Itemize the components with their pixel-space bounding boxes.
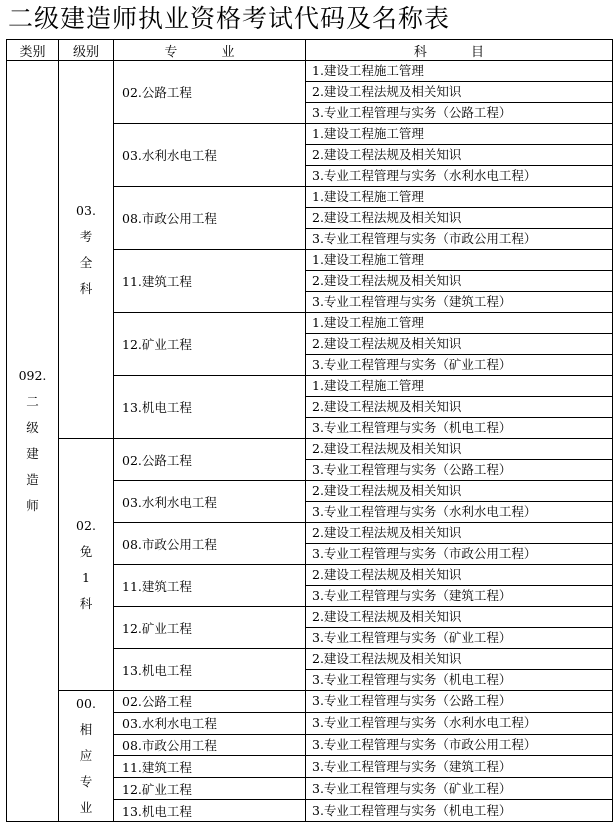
table-row [7,691,613,713]
subject-cell: 2.建设工程法规及相关知识 [306,271,613,292]
level-cell-char: 专 [79,774,93,789]
major-cell: 11.建筑工程 [114,565,306,607]
level-cell-char: 相 [79,722,93,737]
subject-cell: 3.专业工程管理与实务（建筑工程） [306,586,613,607]
subject-cell: 2.建设工程法规及相关知识 [306,397,613,418]
subject-cell: 3.专业工程管理与实务（公路工程） [306,691,613,713]
subject-cell: 3.专业工程管理与实务（机电工程） [306,670,613,691]
subject-cell: 1.建设工程施工管理 [306,250,613,271]
subject-cell: 1.建设工程施工管理 [306,61,613,82]
level-cell-code: 00. [76,696,96,711]
category-cell-char: 二 [26,394,39,409]
major-cell: 11.建筑工程 [114,250,306,313]
level-cell-char: 应 [79,748,93,763]
subject-cell: 2.建设工程法规及相关知识 [306,481,613,502]
major-cell: 12.矿业工程 [114,313,306,376]
major-cell: 13.机电工程 [114,376,306,439]
major-cell: 12.矿业工程 [114,607,306,649]
major-cell: 03.水利水电工程 [114,124,306,187]
subject-cell: 3.专业工程管理与实务（建筑工程） [306,292,613,313]
level-cell [59,439,114,691]
major-cell: 08.市政公用工程 [114,523,306,565]
subject-cell: 3.专业工程管理与实务（水利水电工程） [306,166,613,187]
major-cell: 08.市政公用工程 [114,734,306,756]
category-cell [7,61,59,822]
subject-cell: 3.专业工程管理与实务（矿业工程） [306,628,613,649]
subject-cell: 2.建设工程法规及相关知识 [306,208,613,229]
subject-cell: 3.专业工程管理与实务（公路工程） [306,460,613,481]
subject-cell: 3.专业工程管理与实务（市政公用工程） [306,229,613,250]
subject-cell: 3.专业工程管理与实务（建筑工程） [306,756,613,778]
subject-cell: 1.建设工程施工管理 [306,376,613,397]
category-cell-char: 师 [26,498,39,513]
subject-cell: 2.建设工程法规及相关知识 [306,565,613,586]
subject-cell: 3.专业工程管理与实务（水利水电工程） [306,502,613,523]
level-cell-char: 科 [79,280,93,296]
level-cell-code: 02. [76,517,96,533]
level-cell [59,691,114,822]
subject-cell: 2.建设工程法规及相关知识 [306,523,613,544]
subject-cell: 3.专业工程管理与实务（矿业工程） [306,355,613,376]
table-row [7,61,613,82]
subject-cell: 1.建设工程施工管理 [306,124,613,145]
table-row [7,439,613,460]
level-cell-char: 考 [79,228,93,244]
major-cell: 13.机电工程 [114,649,306,691]
header-row [7,40,613,61]
page-title: 二级建造师执业资格考试代码及名称表 [8,4,451,33]
subject-cell: 1.建设工程施工管理 [306,187,613,208]
category-cell-char: 级 [26,420,39,435]
subject-cell: 2.建设工程法规及相关知识 [306,607,613,628]
header-subject: 科 目 [306,40,613,61]
subject-cell: 3.专业工程管理与实务（市政公用工程） [306,734,613,756]
subject-cell: 1.建设工程施工管理 [306,313,613,334]
subject-cell: 3.专业工程管理与实务（水利水电工程） [306,712,613,734]
major-cell: 03.水利水电工程 [114,481,306,523]
subject-cell: 3.专业工程管理与实务（矿业工程） [306,778,613,800]
subject-cell: 3.专业工程管理与实务（市政公用工程） [306,544,613,565]
level-cell-char: 全 [79,254,93,270]
category-cell-code: 092. [18,368,47,383]
header-level: 级别 [59,40,114,61]
level-cell-char: 科 [79,595,93,611]
level-cell-char: 1 [82,569,90,585]
level-cell-char: 业 [79,800,93,815]
major-cell: 02.公路工程 [114,61,306,124]
major-cell: 13.机电工程 [114,800,306,822]
major-cell: 11.建筑工程 [114,756,306,778]
major-cell: 12.矿业工程 [114,778,306,800]
subject-cell: 2.建设工程法规及相关知识 [306,145,613,166]
category-cell-char: 建 [26,446,39,461]
header-major: 专 业 [114,40,306,61]
table-body [7,61,613,822]
subject-cell: 3.专业工程管理与实务（机电工程） [306,418,613,439]
subject-cell: 2.建设工程法规及相关知识 [306,439,613,460]
exam-code-table [6,39,613,822]
subject-cell: 2.建设工程法规及相关知识 [306,334,613,355]
level-cell [59,61,114,439]
major-cell: 08.市政公用工程 [114,187,306,250]
subject-cell: 3.专业工程管理与实务（公路工程） [306,103,613,124]
category-cell-char: 造 [26,472,39,487]
level-cell-code: 03. [76,202,96,218]
level-cell-char: 免 [79,543,93,559]
major-cell: 03.水利水电工程 [114,712,306,734]
subject-cell: 2.建设工程法规及相关知识 [306,649,613,670]
major-cell: 02.公路工程 [114,691,306,713]
subject-cell: 2.建设工程法规及相关知识 [306,82,613,103]
header-category: 类别 [7,40,59,61]
subject-cell: 3.专业工程管理与实务（机电工程） [306,800,613,822]
major-cell: 02.公路工程 [114,439,306,481]
